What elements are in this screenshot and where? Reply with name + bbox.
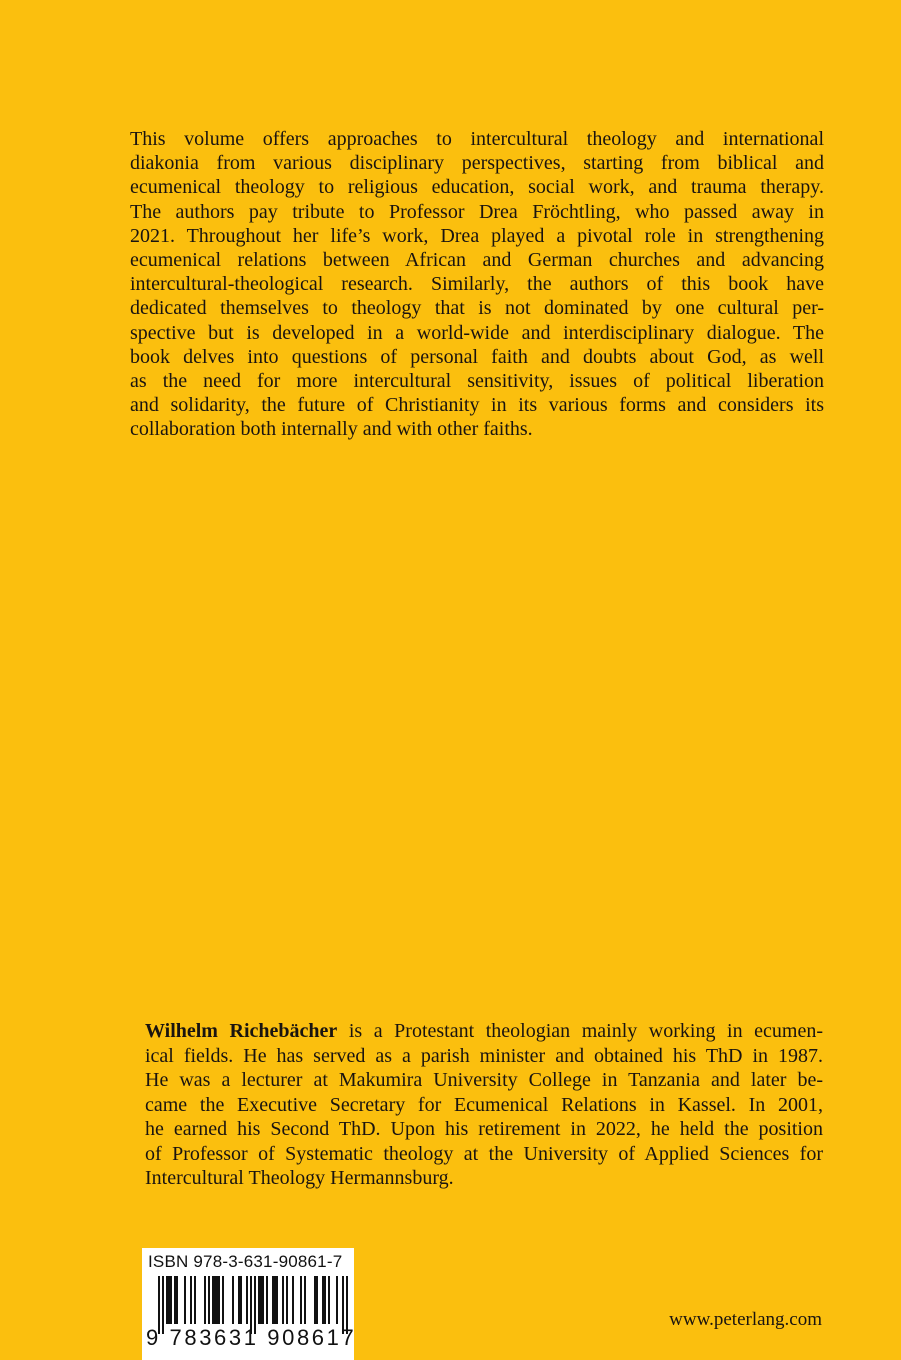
barcode-bar xyxy=(218,1276,220,1324)
blurb-line: book delves into questions of personal faith and doubts about God, as well xyxy=(130,345,824,368)
blurb-line: intercultural-theological research. Similarly, the authors of this book have xyxy=(130,273,824,296)
publisher-url: www.peterlang.com xyxy=(669,1309,822,1330)
barcode-bar xyxy=(170,1276,172,1324)
barcode-bar xyxy=(314,1276,316,1324)
blurb-line: as the need for more intercultural sensitivity, issues of political liberation xyxy=(130,369,824,392)
blurb-line: ecumenical relations between African and German churches and advancing xyxy=(130,248,824,271)
barcode-bar xyxy=(300,1276,302,1324)
author-bio-line: ical fields. He has served as a parish minister and obtained his ThD in 1987. xyxy=(145,1044,823,1067)
author-name: Wilhelm Richebächer xyxy=(145,1020,338,1042)
author-bio-line: Intercultural Theology Hermannsburg. xyxy=(145,1167,454,1189)
book-blurb xyxy=(130,127,824,441)
blurb-line: ecumenical theology to religious education, social work, and trauma therapy. xyxy=(130,176,824,199)
barcode-bar xyxy=(168,1276,170,1324)
barcode-bar xyxy=(204,1276,206,1324)
barcode-bar xyxy=(336,1276,338,1324)
blurb-line: spective but is developed in a world-wide and interdisciplinary dialogue. The xyxy=(130,321,824,344)
barcode-bar xyxy=(304,1276,306,1324)
barcode-bar xyxy=(276,1276,278,1324)
barcode-bar xyxy=(246,1276,248,1324)
barcode-bar xyxy=(194,1276,196,1324)
barcode-bar xyxy=(166,1276,168,1324)
barcode-bar xyxy=(214,1276,216,1324)
barcode-bar xyxy=(272,1276,274,1324)
barcode-bar xyxy=(240,1276,242,1324)
blurb-line: collaboration both internally and with other faiths. xyxy=(130,418,533,441)
barcode-bar xyxy=(324,1276,326,1324)
barcode-bar xyxy=(258,1276,260,1324)
barcode-bar xyxy=(260,1276,262,1324)
author-bio-line: He was a lecturer at Makumira University College in Tanzania and later be- xyxy=(145,1069,823,1091)
barcode-bar xyxy=(184,1276,186,1324)
author-bio-line: of Professor of Systematic theology at the University of Applied Sciences for xyxy=(145,1142,823,1165)
barcode-bar xyxy=(208,1276,210,1324)
barcode-bar xyxy=(282,1276,284,1324)
blurb-line: and solidarity, the future of Christianity in its various forms and considers its xyxy=(130,394,824,417)
barcode-bar xyxy=(286,1276,288,1324)
isbn-label: ISBN 978-3-631-90861-7 xyxy=(148,1252,343,1271)
barcode-bar xyxy=(328,1276,330,1324)
barcode-bar xyxy=(216,1276,218,1324)
author-bio-first-line xyxy=(145,1019,823,1044)
blurb-line: The authors pay tribute to Professor Drea Fröchtling, who passed away in xyxy=(130,200,824,223)
author-bio-line: is a Protestant theologian mainly working in ecumen- xyxy=(337,1020,823,1042)
blurb-line: diakonia from various disciplinary perspectives, starting from biblical and xyxy=(130,152,824,175)
barcode-bar xyxy=(292,1276,294,1324)
isbn-barcode xyxy=(142,1248,357,1360)
barcode-bar xyxy=(316,1276,318,1324)
blurb-line: 2021. Throughout her life’s work, Drea played a pivotal role in strengthening xyxy=(130,224,824,247)
barcode-bar xyxy=(322,1276,324,1324)
barcode-bar xyxy=(274,1276,276,1324)
barcode-bar xyxy=(222,1276,224,1324)
blurb-line: dedicated themselves to theology that is not dominated by one cultural per- xyxy=(130,297,824,320)
author-bio xyxy=(145,1019,823,1191)
author-bio-line: he earned his Second ThD. Upon his retirement in 2022, he held the position xyxy=(145,1118,823,1140)
barcode-bar xyxy=(262,1276,264,1324)
ean-digits: 9 783631 908617 xyxy=(146,1325,357,1350)
barcode-bar xyxy=(266,1276,268,1324)
barcode-bar xyxy=(238,1276,240,1324)
barcode-bar xyxy=(212,1276,214,1324)
barcode-bar xyxy=(232,1276,234,1324)
barcode-bar xyxy=(174,1276,176,1324)
blurb-line: This volume offers approaches to intercultural theology and international xyxy=(130,128,824,150)
author-bio-line: came the Executive Secretary for Ecumenical Relations in Kassel. In 2001, xyxy=(145,1093,823,1116)
barcode-bar xyxy=(176,1276,178,1324)
barcode-bar xyxy=(190,1276,192,1324)
